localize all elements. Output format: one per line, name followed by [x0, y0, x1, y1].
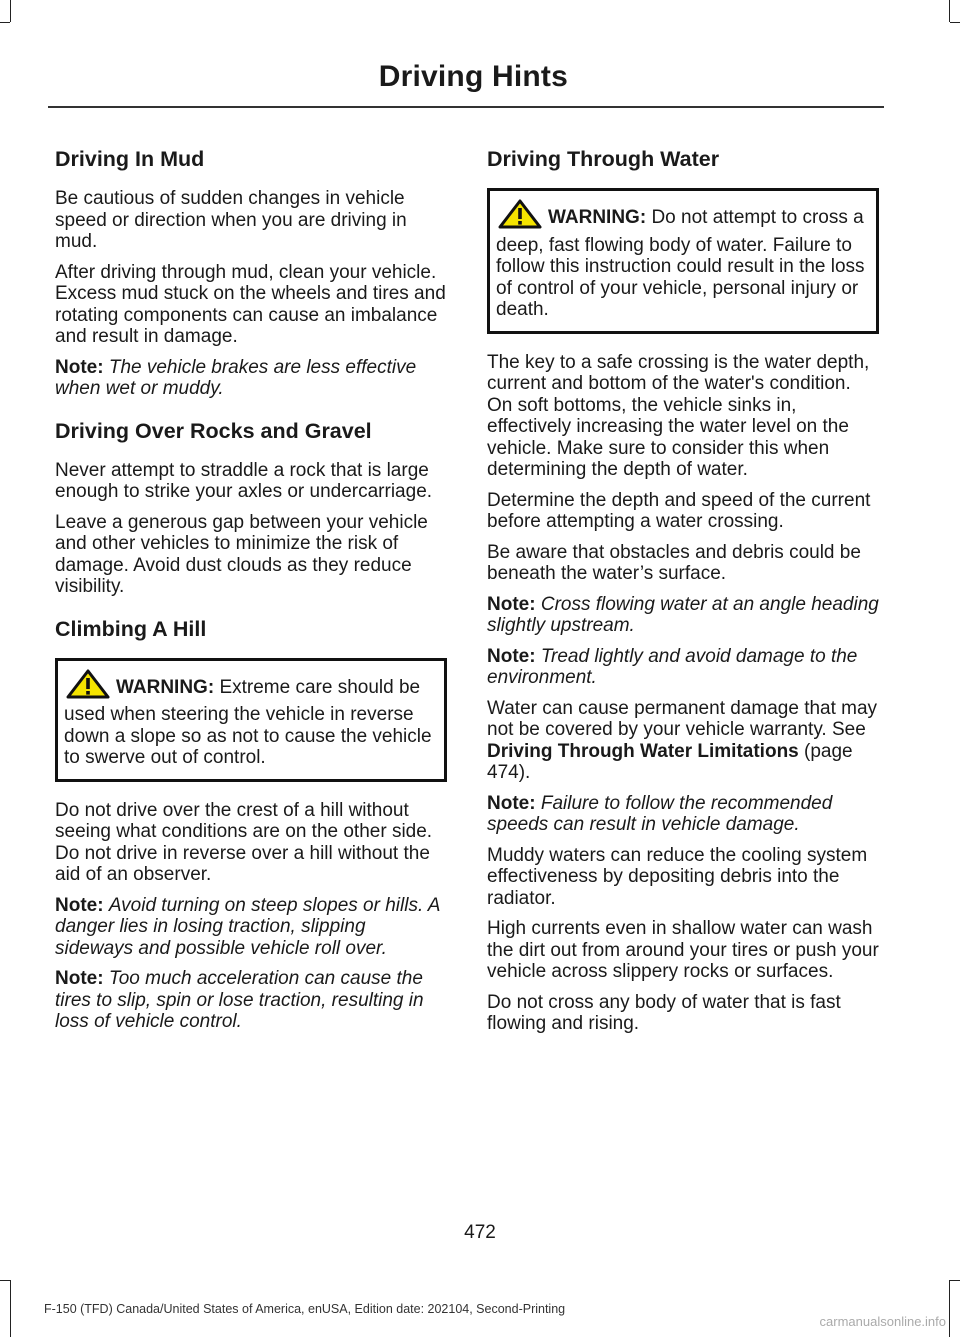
note [487, 594, 879, 637]
paragraph: Be cautious of sudden changes in vehicle speed or direction when you are driving in mud. [55, 188, 407, 252]
right-column [487, 144, 879, 1044]
note-label: Note: [55, 968, 104, 989]
paragraph: Never attempt to straddle a rock that is large enough to strike your axles or undercarriage. [55, 459, 433, 502]
note [487, 793, 879, 836]
note [55, 968, 447, 1033]
header-divider [48, 106, 884, 108]
paragraph: After driving through mud, clean your vehicle. Excess mud stuck on the wheels and tires and rotating components can cause an imbalance and result in damage. [55, 261, 446, 347]
crop-mark [0, 1280, 10, 1281]
paragraph: Muddy waters can reduce the cooling system effectiveness by depositing debris into the radiator. [487, 844, 868, 909]
page-title: Driving Hints [378, 60, 568, 93]
note-text: Cross flowing water at an angle heading slightly upstream. [487, 593, 879, 636]
note-text: The vehicle brakes are less effective when wet or muddy. [55, 356, 417, 399]
page-number: 472 [464, 1222, 496, 1243]
note-text: Tread lightly and avoid damage to the environment. [487, 645, 858, 688]
paragraph: Do not drive over the crest of a hill without seeing what conditions are on the other side. Do not drive in reverse over a hill without the aid of an observer. [55, 799, 433, 885]
paragraph: The key to a safe crossing is the water depth, current and bottom of the water's condition. On soft bottoms, the vehicle sinks in, effectively increasing the water level on the vehicle. Make sure to consider this when determining the depth of water. [487, 351, 870, 480]
paragraph: High currents even in shallow water can wash the dirt out from around your tires or push your vehicle across slippery rocks or surfaces. [487, 918, 879, 982]
warning-label: WARNING: [116, 676, 215, 698]
paragraph: Do not cross any body of water that is fast flowing and rising. [487, 991, 841, 1034]
section-heading-rocks: Driving Over Rocks and Gravel [55, 418, 372, 443]
edition-footer: F-150 (TFD) Canada/United States of America, enUSA, Edition date: 202104, Second-Printing [44, 1302, 566, 1316]
note-text: Failure to follow the recommended speeds can result in vehicle damage. [487, 792, 833, 835]
note [55, 895, 447, 960]
note-label: Note: [55, 356, 104, 378]
watermark: carmanualsonline.info [819, 1314, 946, 1329]
left-column [55, 144, 447, 1042]
warning-triangle-icon [498, 199, 542, 235]
paragraph: Be aware that obstacles and debris could be beneath the water’s surface. [487, 541, 861, 584]
section-heading-mud: Driving In Mud [55, 147, 205, 171]
page-reference: (page 474). [487, 740, 853, 783]
section-heading-hill: Climbing A Hill [55, 616, 207, 641]
note-label: Note: [487, 792, 536, 814]
crop-mark [10, 0, 11, 22]
warning-text: Extreme care should be used when steering the vehicle in reverse down a slope so as not to cause the vehicle to swerve out of control. [64, 676, 432, 768]
crop-mark [950, 1280, 960, 1281]
note-text: Avoid turning on steep slopes or hills. A danger lies in losing traction, slipping sideways and possible vehicle roll over. [55, 894, 440, 959]
crop-mark [949, 1280, 950, 1337]
note-text: Too much acceleration can cause the tires to slip, spin or lose traction, resulting in loss of vehicle control. [55, 968, 424, 1032]
crop-mark [949, 0, 950, 22]
warning-triangle-icon [66, 669, 110, 705]
paragraph: Leave a generous gap between your vehicle and other vehicles to minimize the risk of damage. Avoid dust clouds as they reduce visibility. [55, 511, 428, 597]
section-heading-water: Driving Through Water [487, 147, 720, 171]
warning-text: Do not attempt to cross a deep, fast flowing body of water. Failure to follow this instruction could result in the loss of control of your vehicle, personal injury or death. [496, 207, 865, 320]
paragraph-text: Water can cause permanent damage that may not be covered by your vehicle warranty. See [487, 697, 878, 740]
cross-reference-link[interactable]: Driving Through Water Limitations [487, 740, 799, 762]
note-label: Note: [55, 894, 104, 916]
paragraph-with-reference [487, 698, 879, 784]
paragraph: Determine the depth and speed of the current before attempting a water crossing. [487, 489, 871, 532]
crop-mark [10, 1280, 11, 1337]
note [55, 357, 447, 400]
note [487, 646, 879, 689]
note-label: Note: [487, 645, 536, 667]
warning-box [487, 188, 879, 334]
warning-label: WARNING: [548, 207, 647, 228]
warning-box [55, 658, 447, 782]
crop-mark [0, 22, 10, 23]
note-label: Note: [487, 593, 536, 615]
crop-mark [950, 22, 960, 23]
